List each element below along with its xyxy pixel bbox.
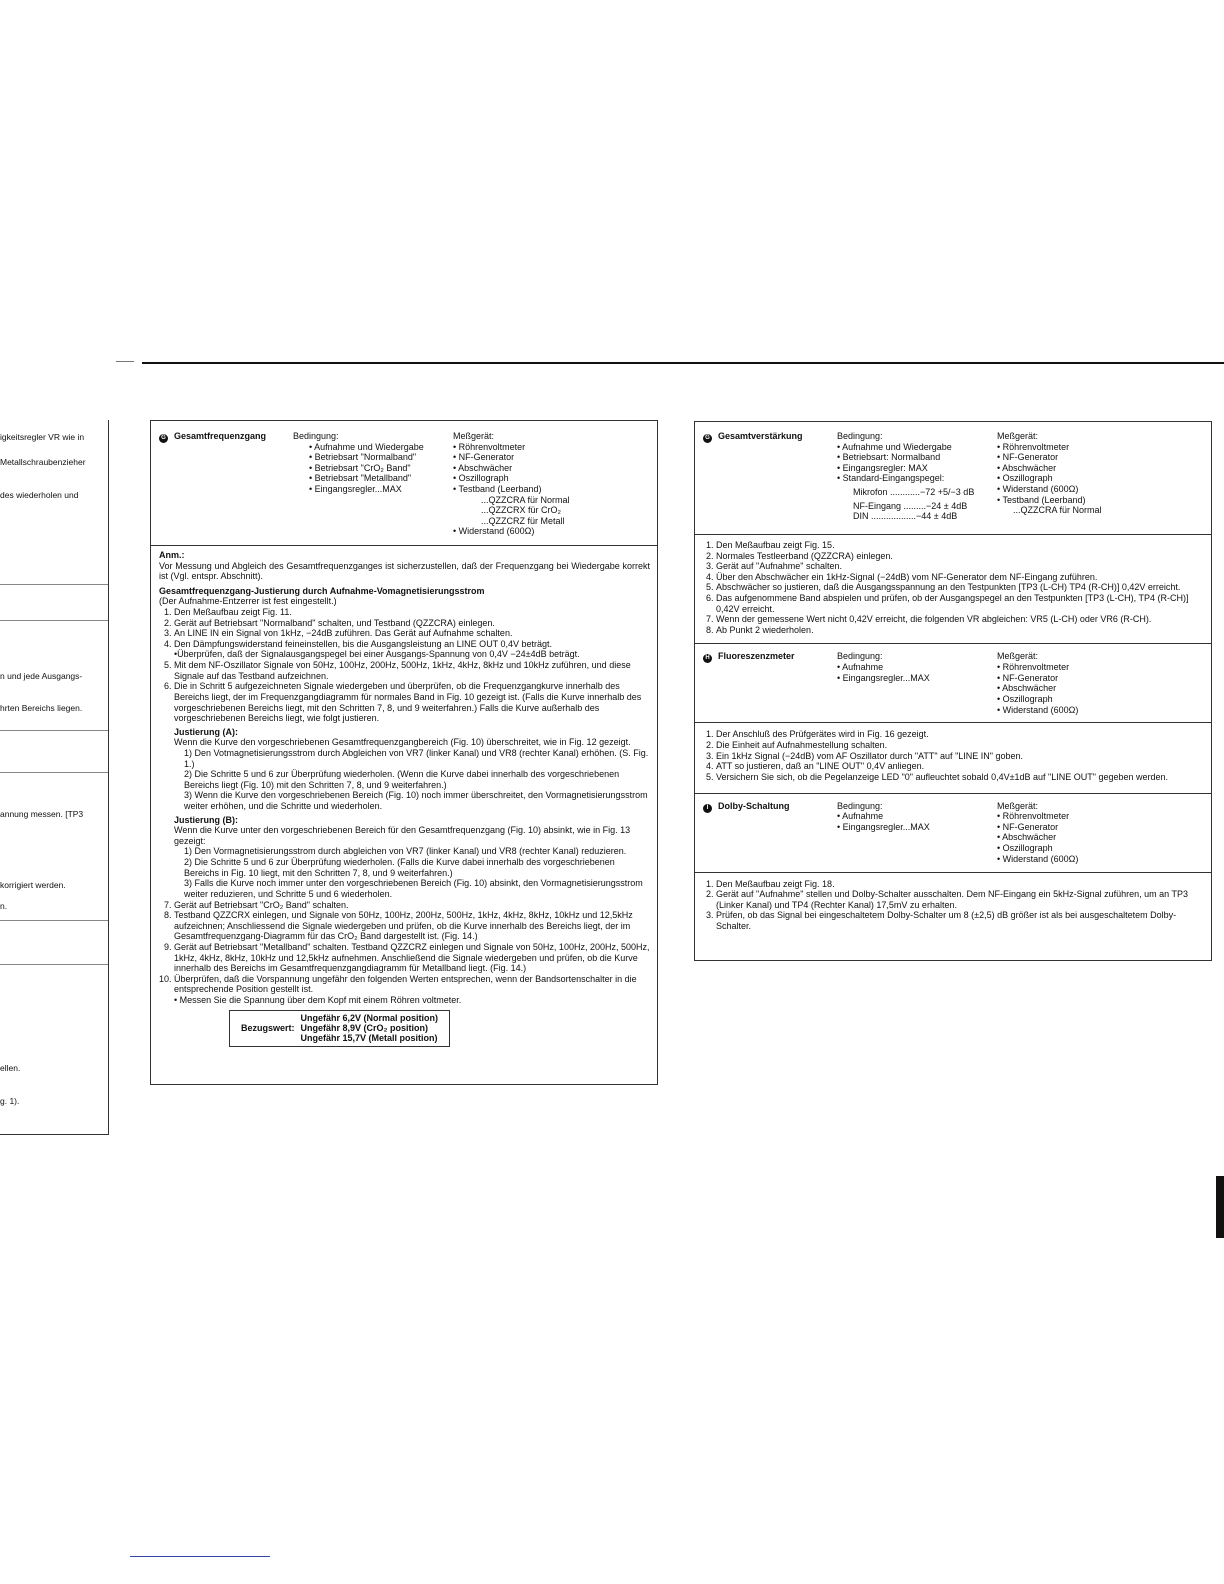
- instrument-item: • Testband (Leerband): [453, 484, 542, 495]
- instrument-item: • Oszillograph: [453, 473, 509, 484]
- reference-label-cell: [238, 1033, 298, 1043]
- instrument-subitem: ...QZZCRA für Normal: [1013, 505, 1102, 516]
- section-gesamtfrequenzgang: [150, 420, 658, 1085]
- step-item: 7. Wenn der gemessene Wert nicht 0,42V erreicht, die folgenden VR abgleichen: VR5 (L-CH) oder VR6 (R-CH).: [716, 614, 1205, 625]
- procedure-steps: [701, 729, 1205, 782]
- step-text: 10. Überprüfen, daß die Vorspannung ungefähr den folgenden Werten entsprechen, wenn der Bandsortenschalter in die entsprechende Position gestellt ist.: [174, 973, 637, 995]
- condition-item: • Aufnahme: [837, 811, 884, 822]
- instrument-item: • Abschwächer: [997, 832, 1057, 843]
- condition-item: • Eingangsregler: MAX: [837, 462, 928, 473]
- adjust-a-text: Wenn die Kurve den vorgeschriebenen Gesamtfrequenzgangbereich (Fig. 10) überschreitet, wie in Fig. 12 gezeigt.: [174, 737, 631, 748]
- adjust-a-heading: Justierung (A):: [174, 726, 238, 737]
- section-body: [151, 545, 657, 1053]
- step-item: 1. Den Meßaufbau zeigt Fig. 18.: [716, 879, 1205, 890]
- adjustment-heading: Gesamtfrequenzgang-Justierung durch Aufnahme-Vomagnetisierungsstrom: [159, 585, 485, 596]
- step-item: 5. Abschwächer so justieren, daß die Ausgangsspannung an den Testpunkten [TP3 (L-CH) TP4 (R-CH)] 0,42V erreicht.: [716, 582, 1205, 593]
- instruments: [997, 801, 1078, 865]
- section-steps: [695, 872, 1211, 940]
- section-title-text: Dolby-Schaltung: [718, 800, 790, 811]
- instruments: [997, 431, 1102, 516]
- instrument-item: • Abschwächer: [997, 462, 1057, 473]
- adjust-a-step: 1) Den Votmagnetisierungsstrom durch Abgleichen von VR7 (linker Kanal) und VR8 (rechter Kanal) erhöhen. (S. Fig. 1.): [184, 747, 649, 769]
- step-item: 5. Mit dem NF-Oszillator Signale von 50Hz, 100Hz, 200Hz, 500Hz, 1kHz, 4kHz, 8kHz und 10kHz zuführen, und diese Signale auf das Testband aufzeichnen.: [174, 660, 650, 681]
- procedure-steps: [701, 879, 1205, 932]
- fragment-divider: [0, 964, 108, 965]
- adjust-a-step: 2) Die Schritte 5 und 6 zur Überprüfung wiederholen. (Wenn die Kurve dabei innerhalb des vorgeschriebenen Bereichs liegt (Fig. 10) mit den Schritten 7, 8, und 9 weiterfahren.): [184, 769, 620, 790]
- instrument-item: • Abschwächer: [453, 462, 513, 473]
- fragment-line: ellen.: [0, 1063, 21, 1073]
- input-level: Mikrofon ............−72 +5/−3 dB: [853, 487, 975, 498]
- section-header: [151, 421, 657, 545]
- condition-item: • Betriebsart "Normalband": [309, 452, 417, 463]
- fragment-divider: [0, 620, 108, 621]
- adjustment-subheading: (Der Aufnahme-Entzerrer ist fest eingestellt.): [159, 596, 337, 607]
- fragment-line: n und jede Ausgangs-: [0, 671, 83, 681]
- instruments-label: Meßgerät:: [997, 800, 1039, 811]
- step-item: 7. Gerät auf Betriebsart "CrO₂ Band" schalten.: [174, 900, 650, 911]
- adjust-b-heading: Justierung (B):: [174, 814, 238, 825]
- conditions: [837, 651, 930, 683]
- step-item: 1. Den Meßaufbau zeigt Fig. 11.: [174, 607, 650, 618]
- reference-values-table: [229, 1010, 450, 1047]
- instrument-subitem: ...QZZCRZ für Metall: [481, 515, 565, 526]
- section-title-text: Gesamtfrequenzgang: [174, 431, 267, 441]
- instruments-label: Meßgerät:: [997, 651, 1039, 662]
- left-page-fragment: [0, 420, 109, 1135]
- instrument-item: • Röhrenvoltmeter: [453, 441, 526, 452]
- fragment-divider: [0, 584, 108, 585]
- condition-item: • Betriebsart "Metallband": [309, 473, 412, 484]
- step-item: 2. Die Einheit auf Aufnahmestellung schalten.: [716, 740, 1205, 751]
- step-item: 8. Ab Punkt 2 wiederholen.: [716, 625, 1205, 636]
- condition-item: • Aufnahme: [837, 662, 884, 673]
- fragment-line: Metallschraubenzieher: [0, 457, 86, 467]
- condition-item: • Betriebsart "CrO₂ Band": [309, 462, 411, 473]
- section-title: [703, 651, 795, 663]
- condition-item: • Eingangsregler...MAX: [837, 672, 930, 683]
- step-item: 9. Gerät auf Betriebsart "Metallband" schalten. Testband QZZCRZ einlegen und Signale von 50Hz, 100Hz, 200Hz, 500Hz, 1kHz, 4kHz, 8kHz, 10kHz und 12,5kHz aufnehmen. Anschließend die Signale wiedergeben und prüfen, ob die Kurve innerhalb des Bereichs im Gesamtfrequenzgangdiagramm für Metallband liegt. (Fig. 14.): [174, 942, 650, 974]
- conditions: [293, 431, 424, 495]
- step-item: 4. Über den Abschwächer ein 1kHz-Signal (−24dB) vom NF-Generator dem NF-Eingang zuführen.: [716, 572, 1205, 583]
- adjust-b-step: 3) Falls die Kurve noch immer unter den vorgeschriebenen Bereich (Fig. 10) absinkt, den Vormagnetisierungsstrom weiter reduzieren, und Schritte 5 und 6 wiederholen.: [184, 878, 643, 899]
- section-bullet-icon: H: [703, 654, 712, 663]
- reference-value: Ungefähr 8,9V (CrO₂ position): [300, 1022, 429, 1033]
- conditions: [837, 801, 930, 833]
- fragment-line: des wiederholen und: [0, 490, 79, 500]
- instrument-item: • Röhrenvoltmeter: [997, 441, 1070, 452]
- section-steps: [695, 722, 1211, 792]
- fragment-line: hrten Bereichs liegen.: [0, 703, 83, 713]
- instruments-label: Meßgerät:: [453, 431, 495, 441]
- condition-item: • Betriebsart: Normalband: [837, 452, 941, 463]
- condition-item: • Standard-Eingangspegel:: [837, 473, 945, 484]
- section-bullet-icon: G: [159, 434, 168, 443]
- instruments-label: Meßgerät:: [997, 431, 1039, 441]
- step-note: •Überprüfen, daß der Signalausgangspegel bei einer Ausgangs-Spannung von 0,4V −24±4dB beträgt.: [174, 649, 580, 660]
- step-item: 3. Prüfen, ob das Signal bei eingeschaltetem Dolby-Schalter um 8 (±2,5) dB größer ist als bei ausgeschaltetem Dolby-Schalter.: [716, 910, 1205, 931]
- fragment-line: igkeitsregler VR wie in: [0, 432, 85, 442]
- fragment-divider: [0, 772, 108, 773]
- fragment-line: n.: [0, 901, 8, 911]
- instrument-item: • NF-Generator: [453, 452, 515, 463]
- instruments: [997, 651, 1078, 715]
- step-item: 4. ATT so justieren, daß an "LINE OUT" 0,4V anliegen.: [716, 761, 1205, 772]
- condition-item: • Aufnahme und Wiedergabe: [837, 441, 952, 452]
- note-text: Vor Messung und Abgleich des Gesamtfrequenzganges ist sicherzustellen, daß der Frequenzgang bei Wiedergabe korrekt ist (Vgl. entspr. Abschnitt).: [159, 560, 650, 582]
- step-item: 5. Versichern Sie sich, ob die Pegelanzeige LED "0" aufleuchtet sobald 0,4V±1dB auf "LINE OUT" gegeben werden.: [716, 772, 1205, 783]
- fragment-line: korrigiert werden.: [0, 880, 66, 890]
- section-title-text: Gesamtverstärkung: [718, 431, 803, 441]
- step-item: 1. Den Meßaufbau zeigt Fig. 15.: [716, 540, 1205, 551]
- section-bullet-icon: I: [703, 804, 712, 813]
- header-rule: [142, 362, 1224, 364]
- fragment-divider: [0, 730, 108, 731]
- footer-rule: [130, 1556, 270, 1557]
- instruments: [453, 431, 570, 537]
- instrument-item: • Oszillograph: [997, 693, 1053, 704]
- condition-item: • Eingangsregler...MAX: [837, 821, 930, 832]
- step-item: [174, 974, 650, 1006]
- condition-item: • Aufnahme und Wiedergabe: [309, 441, 424, 452]
- section-title-text: Fluoreszenzmeter: [718, 651, 795, 662]
- instrument-item: • Widerstand (600Ω): [997, 704, 1079, 715]
- header-dash: [116, 361, 134, 362]
- section-title: [159, 431, 266, 443]
- fragment-divider: [0, 920, 108, 921]
- adjust-b-step: 2) Die Schritte 5 und 6 zur Überprüfung wiederholen. (Falls die Kurve dabei innerhalb des vorgeschriebenen Bereichs in Fig. 10 liegt, mit den Schritten 7, 8, und 9 weiterfahren.): [184, 857, 615, 878]
- instrument-item: • Widerstand (600Ω): [997, 484, 1079, 495]
- section-title: [703, 801, 790, 813]
- instrument-item: • Widerstand (600Ω): [453, 526, 535, 537]
- step-item: 2. Normales Testleerband (QZZCRA) einlegen.: [716, 551, 1205, 562]
- step-item: [174, 681, 650, 899]
- reference-label: Bezugswert:: [241, 1022, 295, 1033]
- step-note: • Messen Sie die Spannung über dem Kopf mit einem Röhren voltmeter.: [174, 994, 462, 1005]
- adjust-b-step: 1) Den Vormagnetisierungsstrom durch abgleichen von VR7 (linker Kanal) und VR8 (rechter Kanal) reduzieren.: [184, 846, 627, 857]
- instrument-item: • NF-Generator: [997, 672, 1059, 683]
- conditions-label: Bedingung:: [837, 431, 883, 441]
- section-dolby-schaltung: [695, 793, 1211, 872]
- fragment-line: annung messen. [TP3: [0, 809, 84, 819]
- section-bullet-icon: G: [703, 434, 712, 443]
- instrument-item: • Oszillograph: [997, 473, 1053, 484]
- step-item: 2. Gerät auf Betriebsart "Normalband" schalten, und Testband (QZZCRA) einlegen.: [174, 618, 650, 629]
- step-item: 6. Das aufgenommene Band abspielen und prüfen, ob der Ausgangspegel an den Testpunkten [TP3 (L-CH), TP4 (R-CH)] 0,42V erreicht.: [716, 593, 1205, 614]
- adjust-a-step: 3) Wenn die Kurve den vorgeschriebenen Bereich (Fig. 10) noch immer überschreitet, den Vormagnetisierungsstrom weiter erhöhen, und die Schritte und wiederholen.: [184, 790, 648, 812]
- procedure-steps: [159, 607, 650, 1006]
- instrument-item: • Röhrenvoltmeter: [997, 662, 1070, 673]
- step-item: 1. Der Anschluß des Prüfgerätes wird in Fig. 16 gezeigt.: [716, 729, 1205, 740]
- edge-marker: [1216, 1176, 1224, 1238]
- instrument-subitem: ...QZZCRA für Normal: [481, 494, 570, 505]
- conditions-label: Bedingung:: [837, 651, 883, 662]
- reference-value: Ungefähr 6,2V (Normal position): [300, 1012, 439, 1023]
- section-title: [703, 431, 803, 443]
- instrument-item: • Testband (Leerband): [997, 494, 1086, 505]
- step-text: 6. Die in Schritt 5 aufgezeichneten Signale wiedergeben und überprüfen, ob die Frequenzgangkurve innerhalb des Bereichs liegt, der im Frequenzgangdiagramm für normales Band in Fig. 10 gezeigt ist. (Falls die Kurve innerhalb des vorgeschriebenen Bereichs liegt, mit den Schritten 7, 8, und 9 weiterfahren.) Falls die Kurve außerhalb des vorgeschriebenen Bereichs liegt, wie folgt justieren.: [174, 681, 642, 724]
- step-text: 4. Den Dämpfungswiderstand feineinstellen, bis die Ausgangsleistung an LINE OUT 0,4V beträgt.: [174, 638, 553, 649]
- step-item: 3. Ein 1kHz Signal (−24dB) vom AF Oszillator durch "ATT" auf "LINE IN" goben.: [716, 751, 1205, 762]
- instrument-item: • NF-Generator: [997, 821, 1059, 832]
- conditions-label: Bedingung:: [837, 800, 883, 811]
- condition-item: • Eingangsregler...MAX: [309, 484, 402, 495]
- step-item: 2. Gerät auf "Aufnahme" stellen und Dolby-Schalter ausschalten. Dem NF-Eingang ein 5kHz-Signal zuführen, um an TP3 (Linker Kanal) und TP4 (Rechter Kanal) 17,5mV zu erhalten.: [716, 889, 1205, 910]
- instrument-subitem: ...QZZCRX für CrO₂: [481, 505, 561, 516]
- reference-label-cell: [238, 1013, 298, 1023]
- instrument-item: • Abschwächer: [997, 683, 1057, 694]
- instrument-item: • Röhrenvoltmeter: [997, 811, 1070, 822]
- section-fluoreszenzmeter: [695, 643, 1211, 722]
- procedure-steps: [701, 540, 1205, 635]
- step-item: [174, 639, 650, 660]
- input-level: DIN ..................−44 ± 4dB: [853, 511, 958, 522]
- step-item: 8. Testband QZZCRX einlegen, und Signale von 50Hz, 100Hz, 200Hz, 500Hz, 1kHz, 4kHz, 8kHz, 10kHz und 12,5kHz aufzeichnen; Anschliessend die Signale wiedergeben und prüfen, ob die Kurve innerhalb des Bereichs liegt, der im Gesamtfrequenzgang-Diagramm für das CrO₂ Band dargestellt ist. (Fig. 14.): [174, 910, 650, 942]
- conditions: [837, 431, 974, 522]
- section-gesamtverstaerkung: [695, 422, 1211, 534]
- instrument-item: • NF-Generator: [997, 452, 1059, 463]
- right-column: [694, 421, 1212, 961]
- step-item: 3. An LINE IN ein Signal von 1kHz, −24dB zuführen. Das Gerät auf Aufnahme schalten.: [174, 628, 650, 639]
- input-level: NF-Eingang .........−24 ± 4dB: [853, 500, 968, 511]
- fragment-line: g. 1).: [0, 1096, 20, 1106]
- step-item: 3. Gerät auf "Aufnahme" schalten.: [716, 561, 1205, 572]
- note-heading: Anm.:: [159, 550, 185, 560]
- reference-value: Ungefähr 15,7V (Metall position): [300, 1033, 438, 1044]
- adjust-b-text: Wenn die Kurve unter den vorgeschriebenen Bereich für den Gesamtfrequenzgang (Fig. 10) absinkt, wie in Fig. 13 gezeigt:: [174, 825, 631, 846]
- instrument-item: • Widerstand (600Ω): [997, 853, 1079, 864]
- instrument-item: • Oszillograph: [997, 842, 1053, 853]
- conditions-label: Bedingung:: [293, 431, 339, 441]
- section-steps: [695, 534, 1211, 643]
